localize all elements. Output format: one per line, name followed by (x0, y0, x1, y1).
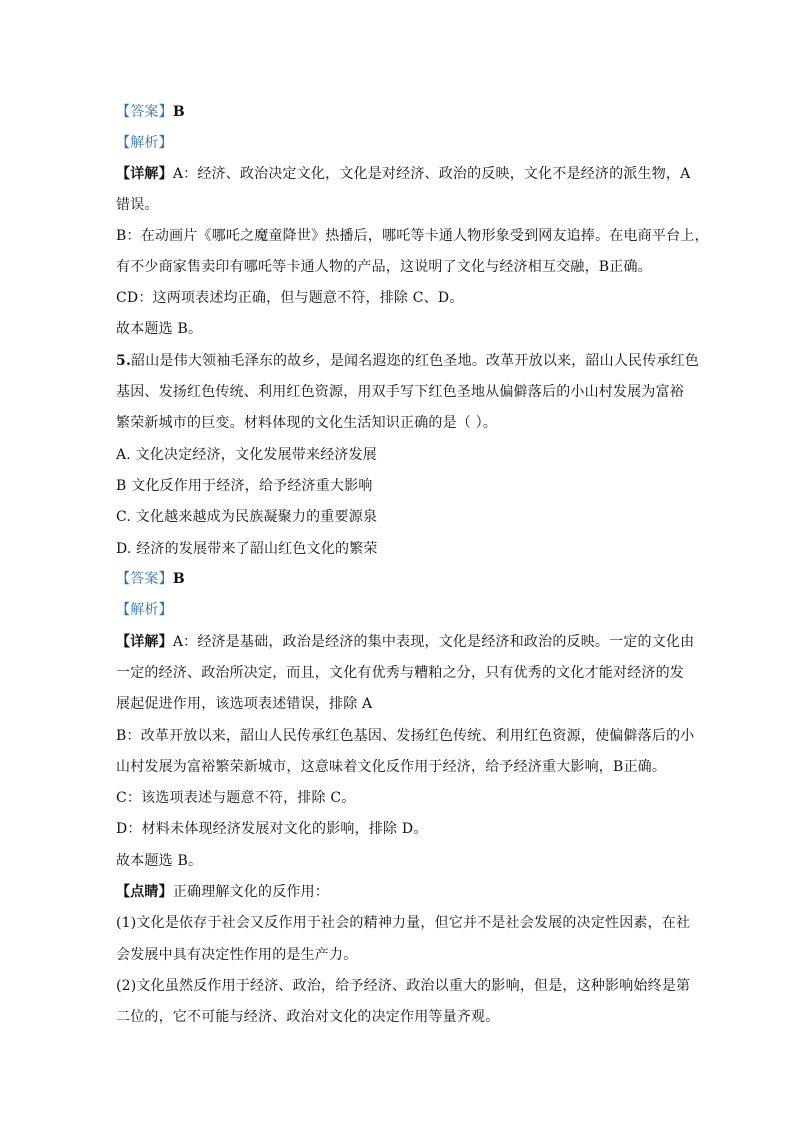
q5-comment-line-0: (1)文化是依存于社会又反作用于社会的精神力量，但它并不是社会发展的决定性因素，在社 (116, 915, 691, 931)
q5-comment-line-2: (2)文化虽然反作用于经济、政治，给予经济、政治以重大的影响，但是，这种影响始终是第 (116, 978, 691, 994)
q5-detail-line-5: C：该选项表述与题意不符，排除 C。 (116, 790, 356, 806)
q5-detail-line-3: B：改革开放以来，韶山人民传承红色基因、发扬红色传统、利用红色资源，使偏僻落后的小 (116, 728, 695, 744)
q5-stem-line-0 (116, 352, 700, 370)
q5-answer-line (116, 570, 686, 588)
q5-comment-title-line (116, 883, 686, 901)
q5-analysis-line (116, 601, 686, 619)
analysis-tag: 【解析】 (116, 135, 173, 151)
detail-text: A：经济是基础，政治是经济的集中表现，文化是经济和政治的反映。一定的文化由 (172, 634, 695, 650)
q4-detail-line-0 (116, 165, 691, 183)
q5-detail-line-0 (116, 633, 695, 651)
answer-tag: 【答案】 (116, 104, 173, 120)
q4-detail-line-2: B：在动画片《哪吒之魔童降世》热播后，哪吒等卡通人物形象受到网友追捧。在电商平台上， (116, 228, 709, 244)
q5-option-d: D. 经济的发展带来了韶山红色文化的繁荣 (116, 541, 378, 557)
q5-stem-line-1: 基因、发扬红色传统、利用红色资源，用双手写下红色圣地从偏僻落后的小山村发展为富裕 (116, 384, 684, 400)
detail-tag: 【详解】 (116, 634, 173, 650)
detail-text: A：经济、政治决定文化，文化是对经济、政治的反映，文化不是经济的派生物，A (172, 166, 691, 182)
q4-detail-line-4: CD：这两项表述均正确，但与题意不符，排除 C、D。 (116, 290, 464, 306)
q5-comment-line-1: 会发展中具有决定性作用的是生产力。 (116, 947, 358, 963)
comment-tag: 【点睛】 (116, 884, 173, 900)
q5-stem-line-2: 繁荣新城市的巨变。材料体现的文化生活知识正确的是（ ）。 (116, 415, 498, 431)
q5-option-a: A. 文化决定经济，文化发展带来经济发展 (116, 447, 378, 463)
answer-value: B (172, 104, 185, 120)
analysis-tag: 【解析】 (116, 602, 173, 618)
q5-option-b: B 文化反作用于经济，给予经济重大影响 (116, 478, 373, 494)
q5-option-c: C. 文化越来越成为民族凝聚力的重要源泉 (116, 509, 378, 525)
question-number: 5. (116, 353, 132, 369)
q4-answer-line (116, 103, 686, 121)
answer-value: B (172, 571, 185, 587)
q4-conclusion-line: 故本题选 B。 (116, 321, 203, 337)
q4-detail-line-1: 错误。 (116, 197, 159, 213)
detail-tag: 【详解】 (116, 166, 173, 182)
q5-detail-line-4: 山村发展为富裕繁荣新城市，这意味着文化反作用于经济，给予经济重大影响，B正确。 (116, 759, 667, 775)
q5-comment-line-3: 二位的，它不可能与经济、政治对文化的决定作用等量齐观。 (116, 1009, 500, 1025)
q5-detail-line-2: 展起促进作用，该选项表述错误，排除 A (116, 696, 373, 712)
comment-title: 正确理解文化的反作用： (172, 884, 330, 900)
q4-analysis-line (116, 134, 686, 152)
q5-detail-line-1: 一定的经济、政治所决定，而且，文化有优秀与糟粕之分，只有优秀的文化才能对经济的发 (116, 665, 684, 681)
q5-detail-line-6: D：材料未体现经济发展对文化的影响，排除 D。 (116, 821, 428, 837)
q4-detail-line-3: 有不少商家售卖印有哪吒等卡通人物的产品，这说明了文化与经济相互交融，B正确。 (116, 259, 652, 275)
stem-text: 韶山是伟大领袖毛泽东的故乡，是闻名遐迩的红色圣地。改革开放以来，韶山人民传承红色 (131, 353, 700, 369)
q5-conclusion-line: 故本题选 B。 (116, 853, 203, 869)
answer-tag: 【答案】 (116, 571, 173, 587)
